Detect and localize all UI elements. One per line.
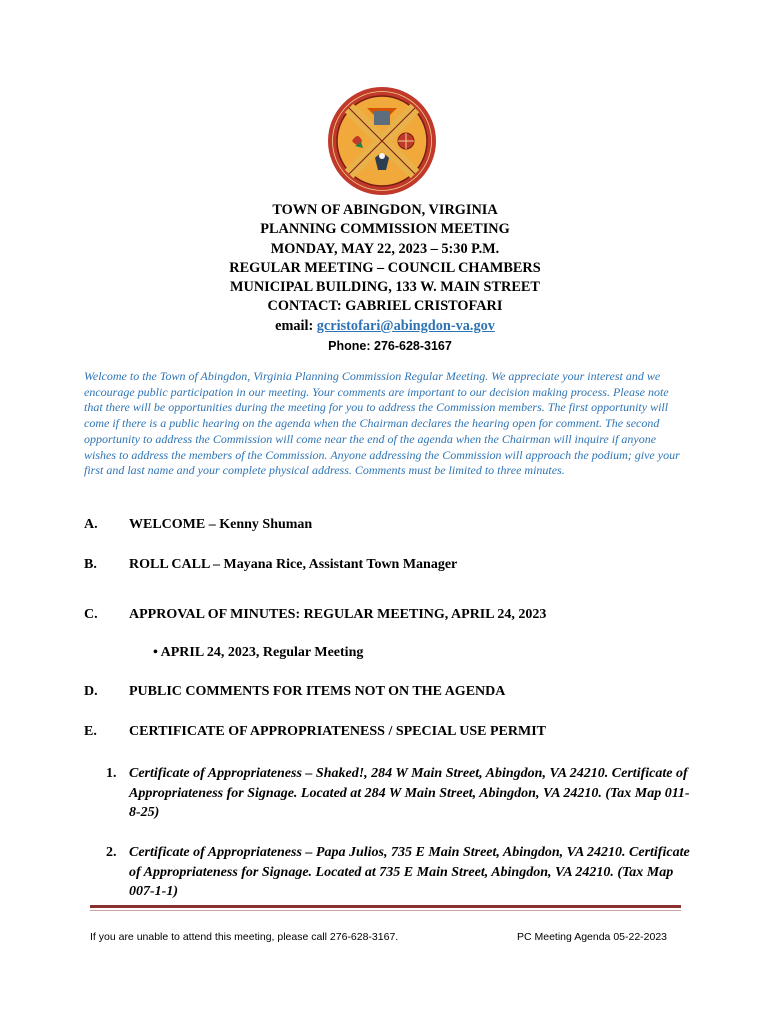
agenda-text: PUBLIC COMMENTS FOR ITEMS NOT ON THE AGENDA <box>129 684 506 699</box>
header-line: REGULAR MEETING – COUNCIL CHAMBERS <box>229 259 541 276</box>
sub-agenda-item <box>106 764 696 823</box>
sub-agenda-item <box>106 843 696 902</box>
footer-divider-shadow <box>90 910 681 911</box>
town-seal-icon <box>327 86 437 196</box>
sub-item-text: Certificate of Appropriateness – Papa Julios, 735 E Main Street, Abingdon, VA 24210. Certificate of Appropriateness for Signage. Located at 735 E Main Street, Abingdon, VA 24210. (Tax Map 007-1-1) <box>129 845 690 900</box>
footer-doc-id: PC Meeting Agenda 05-22-2023 <box>517 931 668 943</box>
header-line: MONDAY, MAY 22, 2023 – 5:30 P.M. <box>270 240 500 257</box>
contact-phone: Phone: 276-628-3167 <box>328 339 452 354</box>
header-line: TOWN OF ABINGDON, VIRGINIA <box>272 202 498 218</box>
agenda-letter: C. <box>84 607 98 622</box>
minutes-bullet-item: • APRIL 24, 2023, Regular Meeting <box>153 645 364 660</box>
header-line: CONTACT: GABRIEL CRISTOFARI <box>267 298 503 315</box>
email-link[interactable]: gcristofari@abingdon-va.gov <box>316 317 495 334</box>
agenda-text: CERTIFICATE OF APPROPRIATENESS / SPECIAL USE PERMIT <box>129 724 546 739</box>
agenda-letter: A. <box>84 517 98 532</box>
sub-item-text: Certificate of Appropriateness – Shaked!, 284 W Main Street, Abingdon, VA 24210. Certificate of Appropriateness for Signage. Located at 284 W Main Street, Abingdon, VA 24210. (Tax Map 011-8-25) <box>129 766 690 821</box>
agenda-letter: B. <box>84 557 97 572</box>
meeting-header <box>0 201 770 356</box>
header-line: MUNICIPAL BUILDING, 133 W. MAIN STREET <box>230 279 540 296</box>
agenda-text: ROLL CALL – Mayana Rice, Assistant Town Manager <box>129 557 458 572</box>
footer-divider <box>90 905 681 908</box>
email-label: email: <box>275 317 314 334</box>
header-line: PLANNING COMMISSION MEETING <box>260 221 510 238</box>
welcome-paragraph: Welcome to the Town of Abingdon, Virginia Planning Commission Regular Meeting. We appreciate your interest and we encourage public participation in our meeting. Your comments are important to our decision making process. Please note that there will be opportunities during the meeting for you to address the Commission members. The first opportunity will come if there is a public hearing on the agenda when the Chairman declares the hearing open for comment. The second opportunity to address the Commission will come near the end of the agenda when the Chairman will inquire if anyone wishes to address the members of the Commission. Anyone addressing the Commission will approach the podium; give your first and last name and your complete physical address. Comments must be limited to three minutes. <box>84 369 680 478</box>
contact-email-line <box>0 317 770 336</box>
agenda-text: WELCOME – Kenny Shuman <box>129 517 313 532</box>
agenda-text: APPROVAL OF MINUTES: REGULAR MEETING, APRIL 24, 2023 <box>129 607 547 622</box>
agenda-letter: D. <box>84 684 98 699</box>
agenda-letter: E. <box>84 724 97 739</box>
sub-item-number: 1. <box>106 766 117 781</box>
footer-note: If you are unable to attend this meeting, please call 276-628-3167. <box>90 931 399 943</box>
sub-item-number: 2. <box>106 845 117 860</box>
